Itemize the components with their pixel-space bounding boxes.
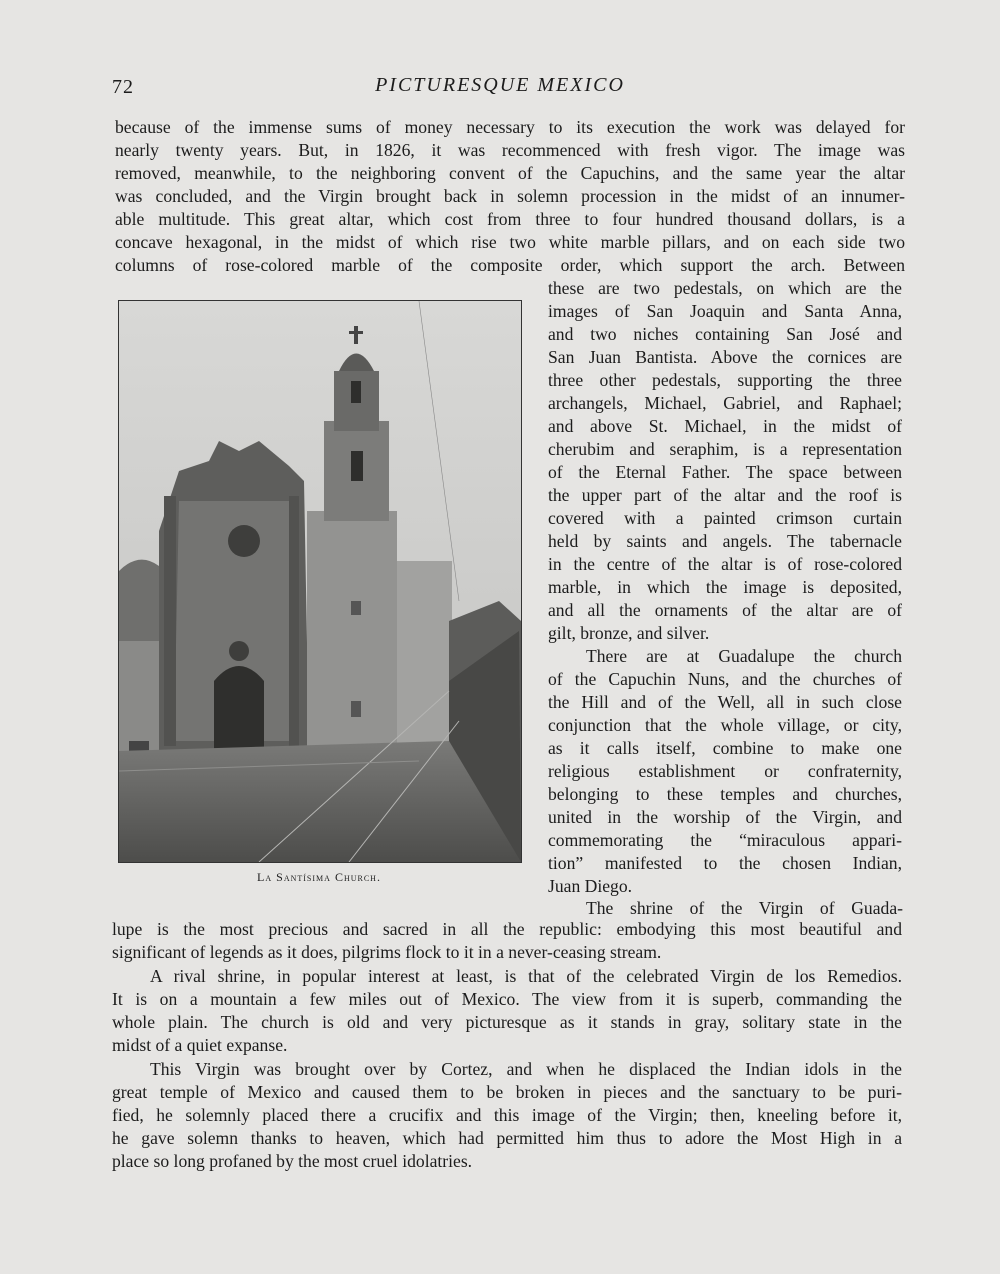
text-line: midst of a quiet expanse. [112,1035,288,1055]
page-number: 72 [112,76,134,98]
text-line: these are two pedestals, on which are the [548,278,902,298]
text-line: as it calls itself, combine to make one [548,738,902,758]
text-line: great temple of Mexico and caused them to be broken in pieces and the sanctuary to be puri- [112,1082,902,1102]
text-line: conjunction that the whole village, or city, [548,715,902,735]
church-photograph [118,300,522,863]
text-line: and two niches containing San José and [548,324,902,344]
figure-caption: La Santísima Church. [257,870,381,884]
text-line: able multitude. This great altar, which cost from three to four hundred thousand dollars, is a [115,209,905,229]
text-line: whole plain. The church is old and very picturesque as it stands in gray, solitary state in the [112,1012,902,1032]
text-line: held by saints and angels. The tabernacle [548,531,902,551]
text-line: removed, meanwhile, to the neighboring convent of the Capuchins, and the same year the altar [115,163,905,183]
text-line: This Virgin was brought over by Cortez, and when he displaced the Indian idols in the [150,1059,902,1079]
text-line: commemorating the “miraculous appari- [548,830,902,850]
running-title: PICTURESQUE MEXICO [375,74,625,96]
text-line: belonging to these temples and churches, [548,784,902,804]
text-line: lupe is the most precious and sacred in all the republic: embodying this most beautiful and [112,919,902,939]
paragraph-shrine [112,918,902,964]
text-line: of the Eternal Father. The space between [548,462,902,482]
text-line: marble, in which the image is deposited, [548,577,902,597]
text-line: fied, he solemnly placed there a crucifix and this image of the Virgin; then, kneeling before it, [112,1105,902,1125]
text-line: and above St. Michael, in the midst of [548,416,902,436]
text-line: in the centre of the altar is of rose-colored [548,554,902,574]
text-line: columns of rose-colored marble of the composite order, which support the arch. Between [115,255,905,275]
text-line: tion” manifested to the chosen Indian, [548,853,902,873]
text-line: of the Capuchin Nuns, and the churches of [548,669,902,689]
text-line: There are at Guadalupe the church [586,646,902,666]
text-line: gilt, bronze, and silver. [548,623,710,643]
text-line: and all the ornaments of the altar are of [548,600,902,620]
text-line: three other pedestals, supporting the three [548,370,902,390]
text-line: place so long profaned by the most cruel idolatries. [112,1151,473,1171]
text-line: significant of legends as it does, pilgrims flock to it in a never-ceasing stream. [112,942,662,962]
paragraph-cortez [112,1058,902,1173]
text-line: he gave solemn thanks to heaven, which had permitted him thus to adore the Most High in a [112,1128,902,1148]
paragraph-altar [115,116,905,277]
text-line: San Juan Bantista. Above the cornices are [548,347,902,367]
paragraph-guadalupe [548,645,902,898]
text-line: archangels, Michael, Gabriel, and Raphael; [548,393,902,413]
text-line: the upper part of the altar and the roof is [548,485,902,505]
text-line: cherubim and seraphim, is a representation [548,439,902,459]
text-line: the Hill and of the Well, all in such close [548,692,902,712]
paragraph-shrine-start [548,897,903,920]
text-line: Juan Diego. [548,876,633,896]
text-line: religious establishment or confraternity, [548,761,902,781]
text-line: The shrine of the Virgin of Guada- [586,898,903,918]
text-line: because of the immense sums of money necessary to its execution the work was delayed for [115,117,905,137]
text-line: images of San Joaquin and Santa Anna, [548,301,902,321]
text-line: covered with a painted crimson curtain [548,508,902,528]
text-line: A rival shrine, in popular interest at least, is that of the celebrated Virgin de los Remedios. [150,966,902,986]
text-line: nearly twenty years. But, in 1826, it was recommenced with fresh vigor. The image was [115,140,905,160]
text-line: was concluded, and the Virgin brought back in solemn procession in the midst of an innumer- [115,186,905,206]
paragraph-remedios [112,965,902,1057]
paragraph-altar-continued [548,277,902,645]
text-line: It is on a mountain a few miles out of Mexico. The view from it is superb, commanding the [112,989,902,1009]
text-line: concave hexagonal, in the midst of which rise two white marble pillars, and on each side two [115,232,905,252]
text-line: united in the worship of the Virgin, and [548,807,902,827]
